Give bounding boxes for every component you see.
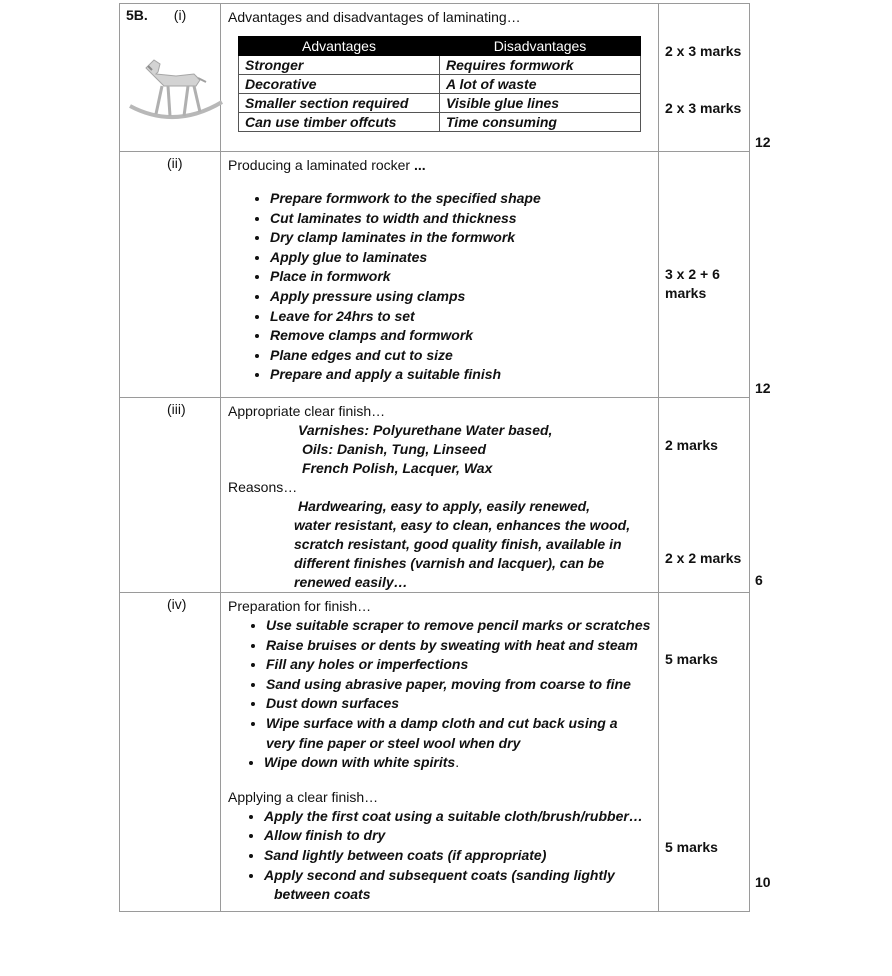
reason-line: renewed easily… [294,574,408,590]
body-cell-iii [221,398,659,593]
advantage-cell: Stronger [239,56,440,75]
list-item: • Plane edges and cut to size [270,346,652,366]
marks-producing-line1: 3 x 2 + 6 [665,266,720,282]
marks-advantages: 2 x 3 marks [665,43,742,59]
marks-cell-iii [659,398,750,593]
heading-ellipsis: ... [414,157,426,173]
reason-line: different finishes (varnish and lacquer), can be [294,555,605,571]
disadvantage-cell: A lot of waste [440,75,641,94]
row-part-iii [120,398,750,593]
list-item: • Dust down surfaces [266,694,652,714]
header-disadvantages: Disadvantages [440,37,641,56]
rocking-horse-image [126,56,224,128]
list-item: • Apply the first coat using a suitable cloth/brush/rubber… [264,807,652,827]
list-item: • Leave for 24hrs to set [270,307,652,327]
part-cell-iii [120,398,221,593]
list-item: • Sand using abrasive paper, moving from coarse to fine [266,675,652,695]
heading-clear-finish: Appropriate clear finish… [228,403,386,419]
heading-preparation: Preparation for finish… [228,598,372,614]
table-row [239,56,641,75]
marks-disadvantages: 2 x 3 marks [665,100,742,116]
disadvantage-cell: Requires formwork [440,56,641,75]
list-item: • Dry clamp laminates in the formwork [270,228,652,248]
part-label-i: (i) [173,7,187,23]
body-cell-iv [221,593,659,912]
marks-finish: 2 marks [665,437,718,453]
part-label-iii: (iii) [167,401,186,417]
row-part-i [120,4,750,152]
total-part-iv: 10 [755,874,771,890]
advantages-table [238,36,641,132]
disadvantage-cell: Visible glue lines [440,94,641,113]
applying-list [228,807,652,885]
disadvantage-cell: Time consuming [440,113,641,132]
list-item: • Prepare formwork to the specified shape [270,189,652,209]
marks-cell-i [659,4,750,152]
advantage-cell: Smaller section required [239,94,440,113]
preparation-list [228,616,652,734]
question-label: 5B. [126,7,148,23]
preparation-last-suffix: . [455,754,460,771]
row-part-iv [120,593,750,912]
list-item: • Raise bruises or dents by sweating with heat and steam [266,636,652,656]
marks-applying: 5 marks [665,839,718,855]
list-item: • Apply glue to laminates [270,248,652,268]
list-item: • Wipe surface with a damp cloth and cut back using a [266,714,652,734]
part-cell-ii [120,152,221,398]
list-item: • Remove clamps and formwork [270,326,652,346]
producing-steps-list [228,189,652,385]
marks-cell-ii [659,152,750,398]
list-item: • Fill any holes or imperfections [266,655,652,675]
advantage-cell: Can use timber offcuts [239,113,440,132]
list-item: • Apply second and subsequent coats (sanding lightly [264,866,652,886]
table-row [239,94,641,113]
list-item [264,753,652,773]
reason-line: scratch resistant, good quality finish, available in [294,536,622,552]
marks-cell-iv [659,593,750,912]
row-part-ii [120,152,750,398]
preparation-continuation: very fine paper or steel wool when dry [266,734,521,751]
part-label-ii: (ii) [167,155,183,171]
table-row [239,75,641,94]
marking-scheme-table [119,3,750,912]
heading-advantages: Advantages and disadvantages of laminating… [228,9,521,25]
list-item: • Cut laminates to width and thickness [270,209,652,229]
reason-line: Hardwearing, easy to apply, easily renewed, [298,498,591,514]
list-item: • Prepare and apply a suitable finish [270,365,652,385]
marks-reasons: 2 x 2 marks [665,550,742,566]
table-row [239,113,641,132]
part-label-iv: (iv) [167,596,187,612]
marks-preparation: 5 marks [665,651,718,667]
finish-line: Varnishes: Polyurethane Water based, [298,422,553,438]
list-item: • Place in formwork [270,267,652,287]
list-item: • Allow finish to dry [264,826,652,846]
list-item: • Apply pressure using clamps [270,287,652,307]
finish-line: French Polish, Lacquer, Wax [302,460,493,476]
preparation-last-item: Wipe down with white spirits [264,754,456,771]
advantage-cell: Decorative [239,75,440,94]
total-part-ii: 12 [755,380,771,396]
heading-applying: Applying a clear finish… [228,788,379,805]
body-cell-ii [221,152,659,398]
finish-line: Oils: Danish, Tung, Linseed [302,441,487,457]
marks-producing-line2: marks [665,285,707,301]
total-part-i: 12 [755,134,771,150]
heading-reasons: Reasons… [228,479,298,495]
total-part-iii: 6 [755,572,763,588]
heading-producing: Producing a laminated rocker [228,157,411,173]
header-advantages: Advantages [239,37,440,56]
part-cell-i [120,4,221,152]
body-cell-i [221,4,659,152]
list-item: • Use suitable scraper to remove pencil marks or scratches [266,616,652,636]
list-item: • Sand lightly between coats (if appropriate) [264,846,652,866]
reason-line: water resistant, easy to clean, enhances the wood, [294,517,631,533]
part-cell-iv [120,593,221,912]
applying-continuation: between coats [274,886,371,903]
